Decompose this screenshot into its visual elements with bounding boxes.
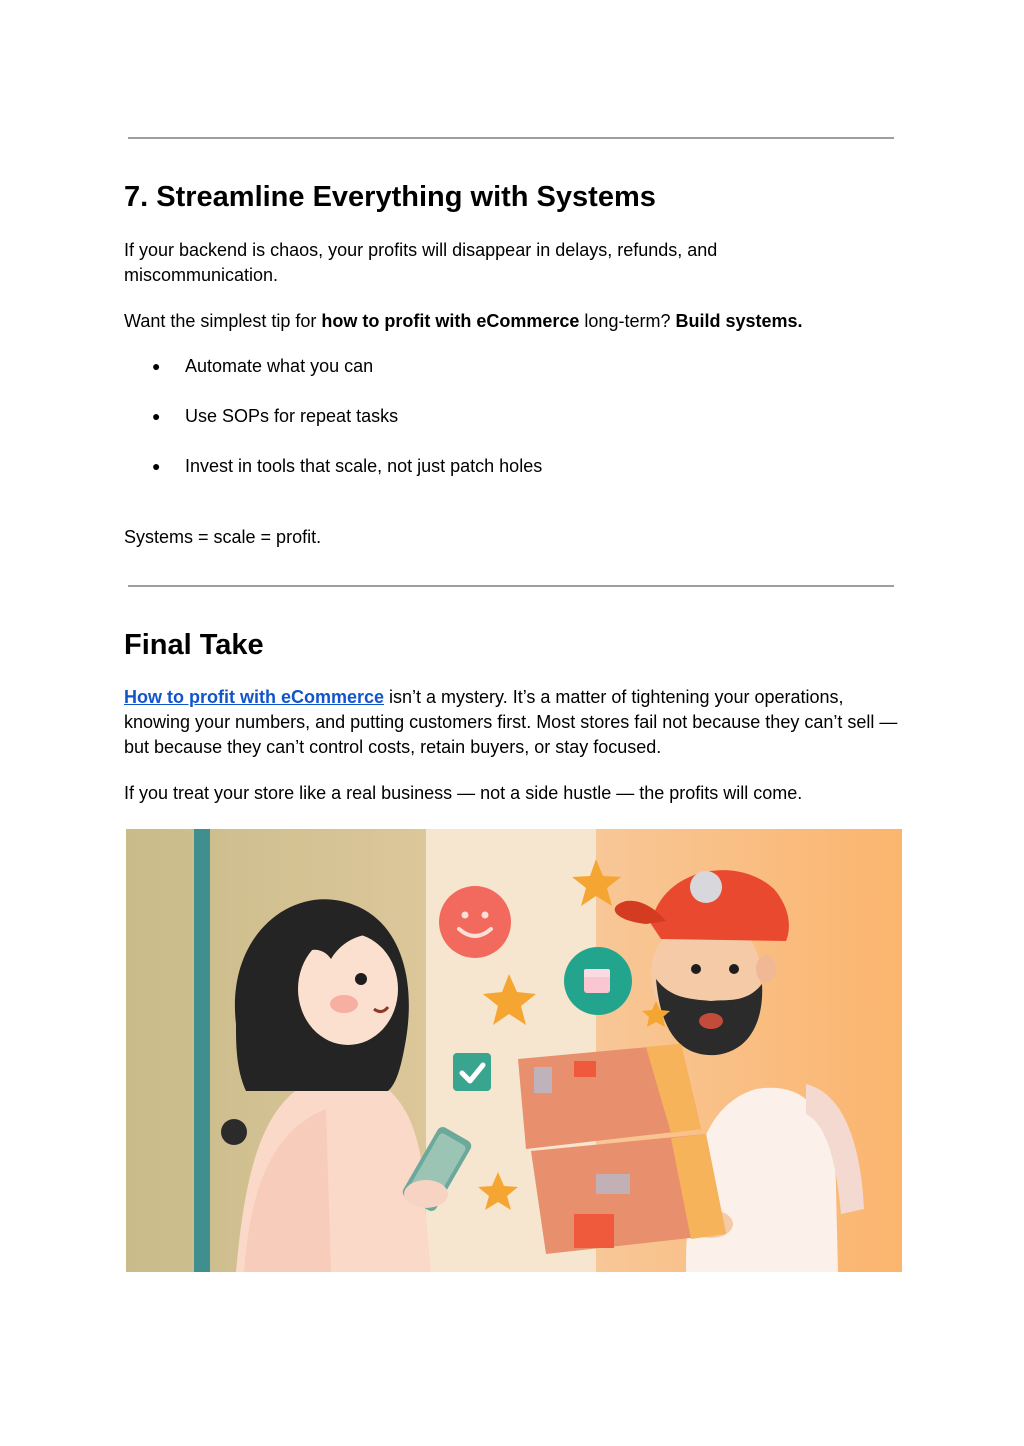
bullet-icon: ● (152, 458, 161, 474)
section-heading: 7. Streamline Everything with Systems (124, 181, 656, 213)
divider (128, 137, 894, 139)
tip-paragraph (124, 309, 904, 334)
door-knob (221, 1119, 247, 1145)
closing-paragraph: If you treat your store like a real business — not a side hustle — the profits will come. (124, 783, 803, 803)
tip-text: long-term? (579, 311, 676, 331)
tip-text: Want the simplest tip for (124, 311, 322, 331)
delivery-illustration (126, 829, 902, 1272)
bullet-icon: ● (152, 408, 161, 424)
list-item-text: Automate what you can (185, 356, 374, 376)
intro-paragraph: If your backend is chaos, your profits will disappear in delays, refunds, and miscommunication. (124, 240, 718, 285)
list-item-text: Use SOPs for repeat tasks (185, 406, 399, 426)
final-paragraph (124, 685, 899, 760)
profit-ecommerce-link[interactable]: How to profit with eCommerce (124, 687, 385, 707)
summary-line: Systems = scale = profit. (124, 527, 322, 547)
section-heading: Final Take (124, 629, 264, 661)
tip-callout: Build systems. (675, 311, 803, 331)
bullet-icon: ● (152, 358, 161, 374)
checkmark-icon (453, 1053, 491, 1091)
package-icon (564, 947, 632, 1015)
final-paragraph-text: isn’t a mystery. It’s a matter of tightening your operations, knowing your numbers, and putting customers first. Most stores fail not because they can’t sell — but because they can’t control costs, retain buyers, or stay focused. (124, 687, 898, 757)
door-trim (194, 829, 210, 1272)
list-item-text: Invest in tools that scale, not just patch holes (185, 456, 543, 476)
smiley-icon (439, 886, 511, 958)
tip-keyword: how to profit with eCommerce (321, 311, 580, 331)
divider (128, 585, 894, 587)
